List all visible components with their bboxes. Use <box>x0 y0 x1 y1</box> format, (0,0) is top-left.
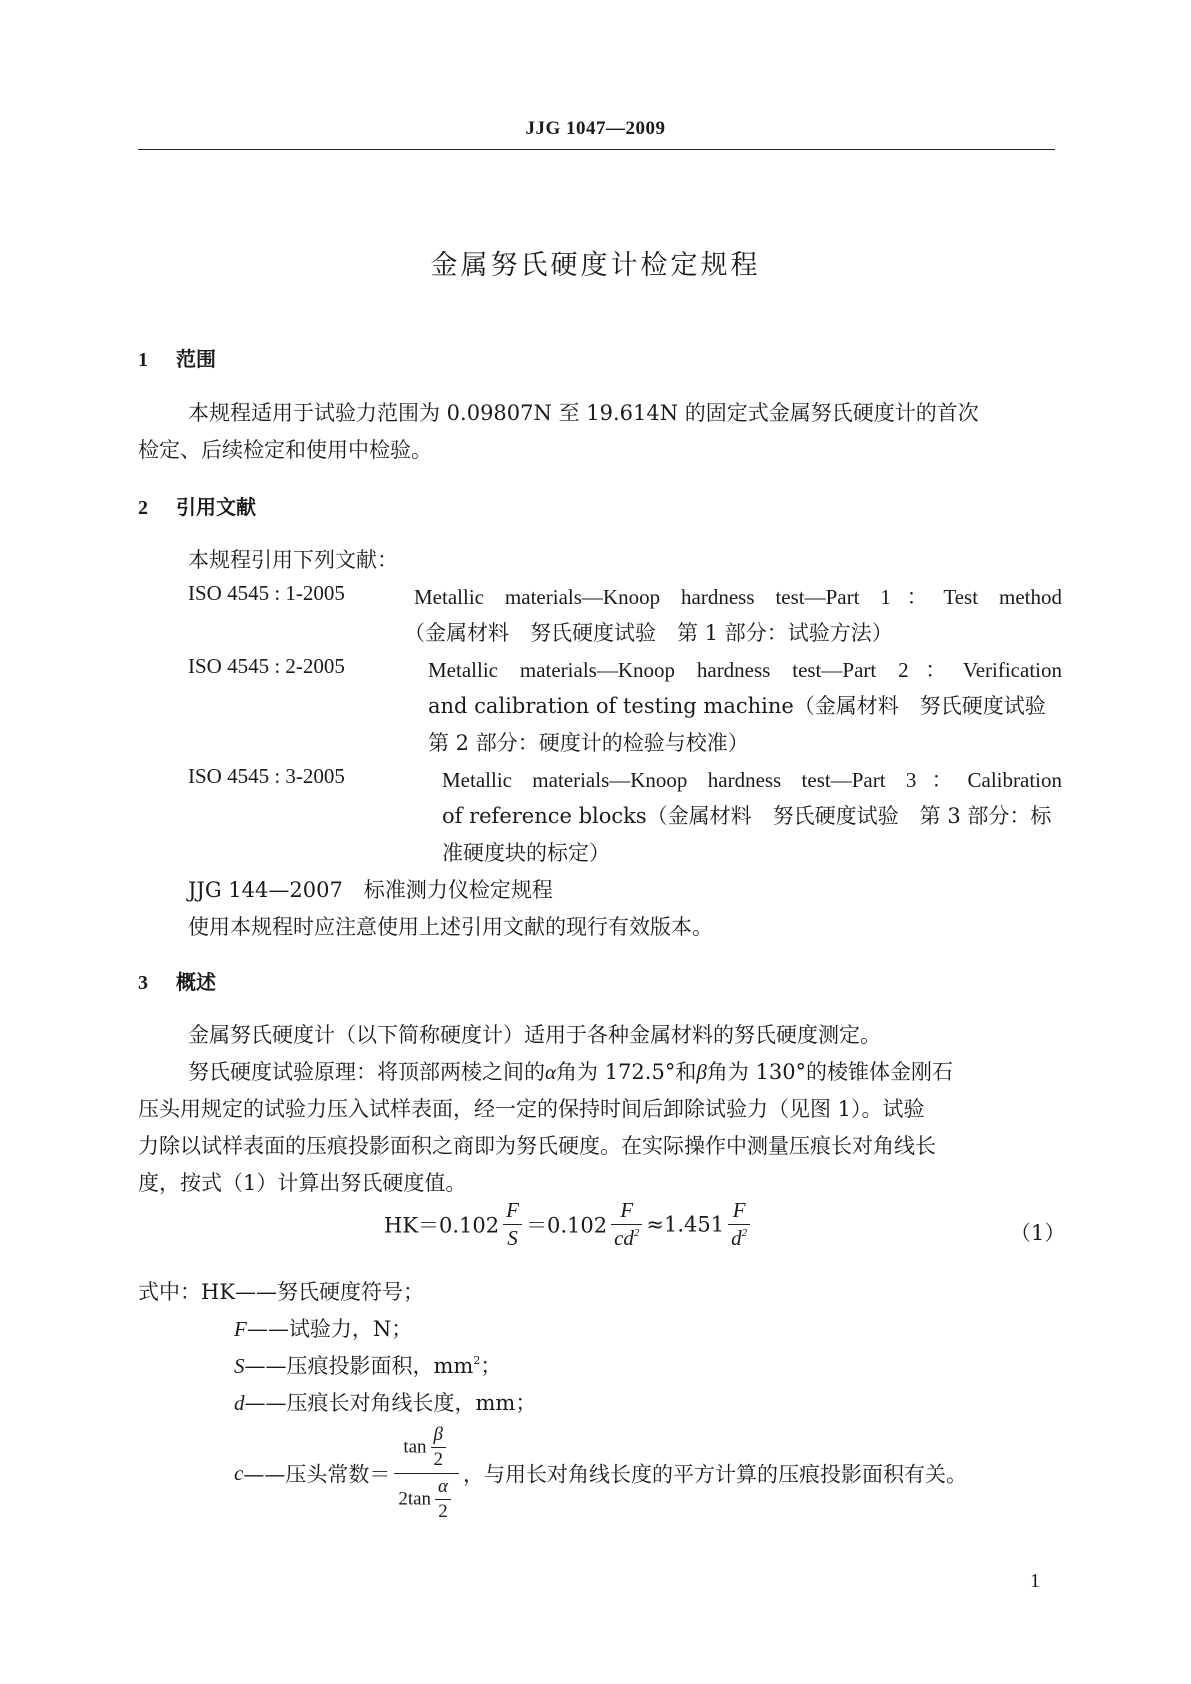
section-3-title: 概述 <box>176 970 216 994</box>
page-number: 1 <box>1030 1570 1040 1592</box>
section-2-heading <box>138 491 256 520</box>
reference-3-code: ISO 4545 : 3-2005 <box>188 764 345 788</box>
where-f-symbol: F <box>234 1317 247 1341</box>
reference-3-line-2: of reference blocks（金属材料 努氏硬度试验 第 3 部分：标 <box>442 804 1052 828</box>
where-s-text: ——压痕投影面积，mm <box>244 1354 474 1378</box>
section-1-number: 1 <box>138 349 148 371</box>
section-3-paragraph-2-line-2: 压头用规定的试验力压入试样表面，经一定的保持时间后卸除试验力（见图 1）。试验 <box>138 1097 925 1121</box>
alpha-symbol: α <box>545 1060 557 1084</box>
principle-text-c: 角为 130°的棱锥体金刚石 <box>706 1060 954 1084</box>
reference-1-code: ISO 4545 : 1-2005 <box>188 581 345 605</box>
where-s-line <box>234 1350 501 1380</box>
alpha-numerator: α <box>435 1476 451 1500</box>
where-d-line <box>234 1387 536 1417</box>
formula-lhs: HK＝0.102 <box>384 1213 500 1238</box>
principle-text-b: 角为 172.5°和 <box>556 1060 697 1084</box>
document-header-code: JJG 1047—2009 <box>525 118 666 139</box>
formula-approx: ≈1.451 <box>646 1212 725 1237</box>
beta-denominator: 2 <box>433 1449 444 1470</box>
where-d-symbol: d <box>234 1391 245 1415</box>
reference-jjg: JJG 144—2007 标准测力仪检定规程 <box>188 878 553 902</box>
page-title: 金属努氏硬度计检定规程 <box>430 250 761 281</box>
fraction-1-numerator: F <box>503 1198 522 1225</box>
reference-1-line-2: （金属材料 努氏硬度试验 第 1 部分：试验方法） <box>404 621 893 645</box>
section-3-heading <box>138 966 216 995</box>
fraction-2-numerator: F <box>611 1198 642 1225</box>
alpha-denominator: 2 <box>438 1501 448 1522</box>
fraction-f-over-s <box>503 1198 522 1251</box>
formula-mid: ＝0.102 <box>525 1213 608 1238</box>
indenter-constant-numerator <box>394 1424 459 1474</box>
where-c-line <box>234 1424 967 1523</box>
where-d-text: ——压痕长对角线长度，mm； <box>244 1391 537 1415</box>
header-rule <box>138 149 1055 150</box>
where-s-symbol: S <box>234 1354 245 1378</box>
where-intro: 式中：HK——努氏硬度符号； <box>138 1280 425 1304</box>
fraction-2-denominator <box>611 1225 642 1251</box>
reference-2-code: ISO 4545 : 2-2005 <box>188 654 345 678</box>
principle-text-a: 努氏硬度试验原理：将顶部两棱之间的 <box>188 1060 545 1084</box>
section-3-paragraph-2-line-3: 力除以试样表面的压痕投影面积之商即为努氏硬度。在实际操作中测量压痕长对角线长 <box>138 1134 936 1158</box>
reference-3-line-3: 准硬度块的标定） <box>442 841 610 865</box>
section-3-paragraph-2-line-4: 度，按式（1）计算出努氏硬度值。 <box>138 1171 467 1195</box>
where-c-tail: ，与用长对角线长度的平方计算的压痕投影面积有关。 <box>463 1462 968 1487</box>
where-f-text: ——试验力，N； <box>246 1317 413 1341</box>
section-3-number: 3 <box>138 972 148 994</box>
fraction-3-denominator <box>728 1225 750 1251</box>
section-3-paragraph-2-line-1 <box>188 1056 953 1086</box>
section-3-paragraph-1: 金属努氏硬度计（以下简称硬度计）适用于各种金属材料的努氏硬度测定。 <box>188 1023 881 1047</box>
fraction-f-over-cd2 <box>611 1198 642 1251</box>
fraction-2-den-exponent: 2 <box>633 1227 640 1239</box>
fraction-3-den-exponent: 2 <box>741 1227 748 1239</box>
section-1-title: 范围 <box>176 347 216 371</box>
where-s-end: ； <box>480 1354 502 1378</box>
formula-1 <box>384 1198 754 1251</box>
section-2-title: 引用文献 <box>176 495 256 519</box>
reference-2-line-1: Metallic materials—Knoop hardness test—Part 2：Verification <box>428 658 1062 682</box>
reference-2-line-2: and calibration of testing machine（金属材料 努氏硬度试验 <box>428 694 1046 718</box>
fraction-f-over-d2 <box>728 1198 750 1251</box>
section-2-number: 2 <box>138 497 148 519</box>
where-c-symbol: c <box>234 1461 244 1485</box>
beta-over-two <box>431 1424 447 1471</box>
references-note: 使用本规程时应注意使用上述引用文献的现行有效版本。 <box>188 915 713 939</box>
where-c-text: ——压头常数＝ <box>243 1462 391 1487</box>
indenter-constant-denominator <box>394 1474 459 1523</box>
reference-2-line-3: 第 2 部分：硬度计的检验与校准） <box>428 731 749 755</box>
indenter-constant-fraction <box>394 1424 459 1523</box>
beta-symbol: β <box>696 1060 707 1084</box>
section-1-paragraph-line-1: 本规程适用于试验力范围为 0.09807N 至 19.614N 的固定式金属努氏硬度计的首次 <box>188 401 979 425</box>
where-f-line <box>234 1313 412 1343</box>
formula-label: （1） <box>1010 1221 1066 1245</box>
fraction-2-den-base: cd <box>614 1226 634 1250</box>
fraction-1-denominator: S <box>507 1226 518 1250</box>
fraction-3-numerator: F <box>728 1198 750 1225</box>
reference-3-line-1: Metallic materials—Knoop hardness test—Part 3：Calibration <box>442 768 1062 792</box>
section-1-heading <box>138 343 216 372</box>
fraction-3-den-base: d <box>731 1226 742 1250</box>
references-intro: 本规程引用下列文献： <box>188 548 398 572</box>
alpha-over-two <box>435 1476 451 1523</box>
reference-1-line-1: Metallic materials—Knoop hardness test—Part 1：Test method <box>414 585 1062 609</box>
beta-numerator: β <box>431 1424 447 1448</box>
where-s-exponent: 2 <box>473 1354 481 1367</box>
tan-beta-label: tan <box>403 1436 427 1458</box>
two-tan-alpha-label: 2tan <box>398 1488 432 1510</box>
section-1-paragraph-line-2: 检定、后续检定和使用中检验。 <box>138 438 432 462</box>
